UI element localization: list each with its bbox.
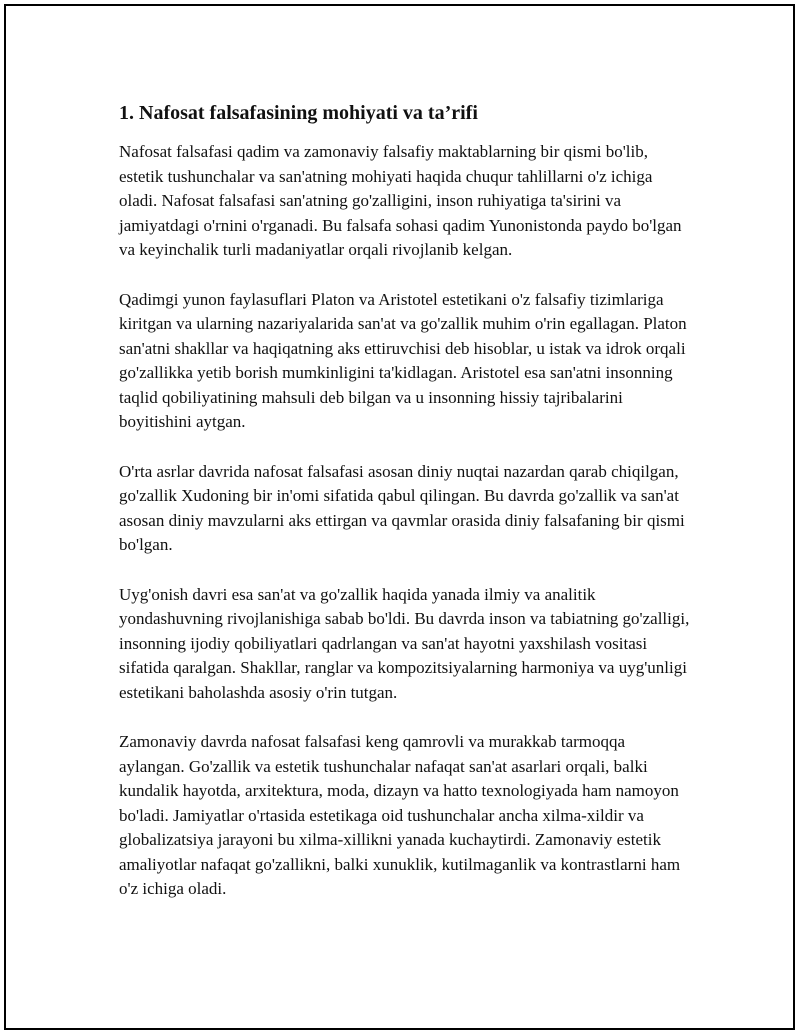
paragraph: O'rta asrlar davrida nafosat falsafasi asosan diniy nuqtai nazardan qarab chiqilgan, go'zallik Xudoning bir in'omi sifatida qabul qilingan. Bu davrda go'zallik va san'at asosan diniy mavzularni aks ettirgan va qavmlar orasida diniy falsafaning bir qismi bo'lgan. — [119, 461, 685, 554]
paragraph: Uyg'onish davri esa san'at va go'zallik haqida yanada ilmiy va analitik yondashuvning rivojlanishiga sabab bo'ldi. Bu davrda inson va tabiatning go'zalligi, insonning ijodiy qobiliyatlari qadrlangan va san'at hayotni yaxshilash vositasi sifatida qaralgan. Shakllar, ranglar va kompozitsiyalarning harmoniya va uyg'unligi estetikani baholashda asosiy o'rin tutgan. — [119, 584, 690, 702]
document-page — [4, 4, 795, 1030]
section-heading: 1. Nafosat falsafasining mohiyati va ta’rifi — [119, 102, 478, 124]
paragraph: Zamonaviy davrda nafosat falsafasi keng qamrovli va murakkab tarmoqqa aylangan. Go'zallik va estetik tushunchalar nafaqat san'at asarlari orqali, balki kundalik hayotda, arxitektura, moda, dizayn va hatto texnologiyada ham namoyon bo'ladi. Jamiyatlar o'rtasida estetikaga oid tushunchalar ancha xilma-xildir va globalizatsiya jarayoni bu xilma-xillikni yanada kuchaytirdi. Zamonaviy estetik amaliyotlar nafaqat go'zallikni, balki xunuklik, kutilmaganlik va kontrastlarni ham o'z ichiga oladi. — [119, 732, 681, 898]
paragraph: Nafosat falsafasi qadim va zamonaviy falsafiy maktablarning bir qismi bo'lib, estetik tushunchalar va san'atning mohiyati haqida chuqur tahlillarni o'z ichiga oladi. Nafosat falsafasi san'atning go'zalligini, inson ruhiyatiga ta'sirini va jamiyatdagi o'rnini o'rganadi. Bu falsafa sohasi qadim Yunonistonda paydo bo'lgan va keyinchalik turli madaniyatlar orqali rivojlanib kelgan. — [119, 142, 682, 259]
document-body — [119, 98, 694, 927]
paragraph: Qadimgi yunon faylasuflari Platon va Aristotel estetikani o'z falsafiy tizimlariga kiritgan va ularning nazariyalarida san'at va go'zallik muhim o'rin egallagan. Platon san'atni shakllar va haqiqatning aks ettiruvchisi deb hisoblar, u istak va idrok orqali go'zallikka yetib borish mumkinligini ta'kidlagan. Aristotel esa san'atni insonning taqlid qobiliyatining mahsuli deb bilgan va u insonning hissiy tajribalarini boyitishini aytgan. — [119, 289, 687, 431]
